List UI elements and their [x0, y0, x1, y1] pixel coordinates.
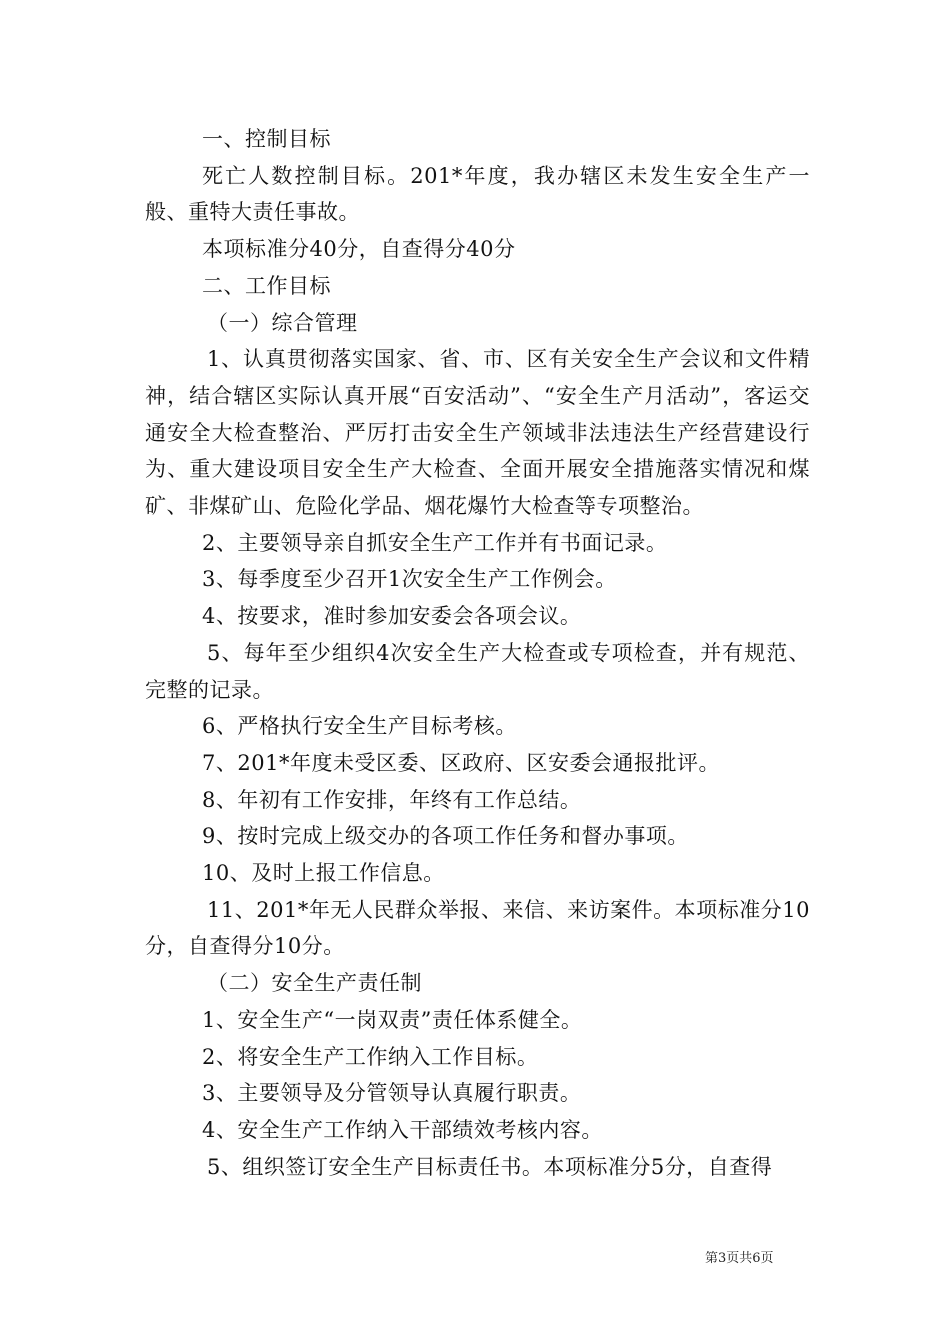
paragraph: 3、主要领导及分管领导认真履行职责。 [202, 1081, 582, 1106]
paragraph: 1、安全生产“一岗双责”责任体系健全。 [202, 1007, 583, 1032]
paragraph: 一、控制目标 [202, 127, 331, 151]
paragraph: 8、年初有工作安排，年终有工作总结。 [202, 787, 582, 812]
page-number: 第3页共6页 [705, 1251, 774, 1266]
paragraph: 11、201*年无人民群众举报、来信、来访案件。本项标准分10分，自查得分10分。 [145, 897, 810, 959]
paragraph: （二）安全生产责任制 [207, 971, 422, 996]
paragraph: 10、及时上报工作信息。 [202, 861, 445, 886]
paragraph: 2、将安全生产工作纳入工作目标。 [202, 1044, 539, 1069]
paragraph: （一）综合管理 [207, 310, 358, 335]
paragraph: 6、严格执行安全生产目标考核。 [202, 714, 517, 739]
paragraph: 死亡人数控制目标。201*年度，我办辖区未发生安全生产一般、重特大责任事故。 [145, 163, 810, 225]
paragraph: 4、安全生产工作纳入干部绩效考核内容。 [202, 1117, 603, 1142]
paragraph: 9、按时完成上级交办的各项工作任务和督办事项。 [202, 824, 689, 849]
paragraph: 二、工作目标 [202, 273, 331, 298]
paragraph: 1、认真贯彻落实国家、省、市、区有关安全生产会议和文件精神，结合辖区实际认真开展“百安活动”、“安全生产月活动”，客运交通安全大检查整治、严厉打击安全生产领域非法违法生产经营建设行为、重大建设项目安全生产大检查、全面开展安全措施落实情况和煤矿、非煤矿山、危险化学品、烟花爆竹大检查等专项整治。 [145, 347, 810, 519]
paragraph: 7、201*年度未受区委、区政府、区安委会通报批评。 [202, 750, 720, 775]
paragraph: 5、每年至少组织4次安全生产大检查或专项检查，并有规范、完整的记录。 [145, 640, 810, 702]
paragraph: 5、组织签订安全生产目标责任书。本项标准分5分，自查得 [207, 1154, 773, 1179]
paragraph: 3、每季度至少召开1次安全生产工作例会。 [202, 567, 617, 592]
paragraph: 2、主要领导亲自抓安全生产工作并有书面记录。 [202, 530, 668, 555]
document-body [145, 121, 810, 1185]
paragraph: 本项标准分40分，自查得分40分 [202, 237, 516, 262]
paragraph: 4、按要求，准时参加安委会各项会议。 [202, 604, 582, 629]
